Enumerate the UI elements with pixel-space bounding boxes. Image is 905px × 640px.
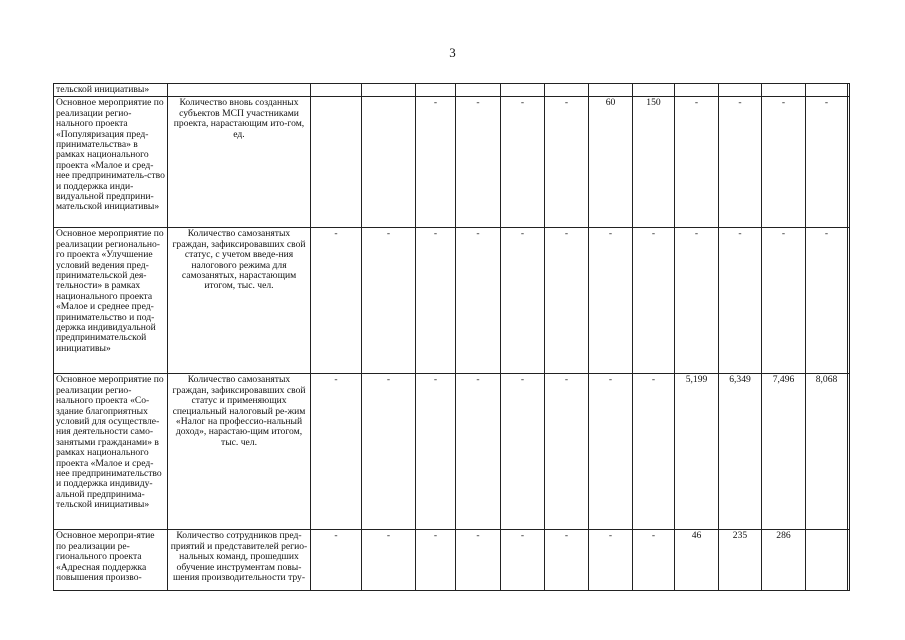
value-cell: - xyxy=(456,97,501,228)
value-cell xyxy=(416,84,456,97)
value-cell: - xyxy=(416,530,456,591)
value-cell: - xyxy=(545,374,589,530)
value-cell xyxy=(589,84,633,97)
table-row xyxy=(54,97,850,228)
value-cell: 150 xyxy=(633,97,675,228)
value-cell xyxy=(362,84,416,97)
value-cell: - xyxy=(456,374,501,530)
value-cell: - xyxy=(501,374,545,530)
value-cell: - xyxy=(311,228,362,374)
value-cell: - xyxy=(589,374,633,530)
value-cell xyxy=(848,84,850,97)
value-cell: - xyxy=(589,530,633,591)
value-cell: - xyxy=(501,530,545,591)
value-cell: - xyxy=(633,374,675,530)
value-cell: 46 xyxy=(675,530,719,591)
value-cell xyxy=(848,374,850,530)
event-cell: Основное мероприятие по реализации регионально-го проекта «Улучшение условий ведения пред-принимательской дея-тельности» в рамках национального проекта «Малое и среднее пред-принимательство и под-держка индивидуальной предпринимательской инициативы» xyxy=(54,228,168,374)
value-cell: - xyxy=(633,530,675,591)
value-cell: - xyxy=(762,228,806,374)
value-cell: - xyxy=(545,228,589,374)
value-cell xyxy=(311,97,362,228)
event-cell: Основное мероприятие по реализации регио-нального проекта «Популяризация пред-принимательства» в рамках национального проекта «Малое и сред-нее предприниматель-ство и поддержка инди-видуальной предприни-мательской инициативы» xyxy=(54,97,168,228)
event-cell: тельской инициативы» xyxy=(54,84,168,97)
value-cell xyxy=(311,84,362,97)
value-cell: - xyxy=(362,374,416,530)
value-cell xyxy=(456,84,501,97)
indicator-cell: Количество самозанятых граждан, зафиксировавших свой статус и применяющих специальный налоговый ре-жим «Налог на профессио-нальный доход», нарастаю-щим итогом, тыс. чел. xyxy=(168,374,311,530)
value-cell: 8,068 xyxy=(806,374,848,530)
value-cell: - xyxy=(545,97,589,228)
value-cell xyxy=(633,84,675,97)
value-cell: - xyxy=(311,530,362,591)
value-cell xyxy=(675,84,719,97)
table-row xyxy=(54,530,850,591)
value-cell xyxy=(848,228,850,374)
value-cell: - xyxy=(589,228,633,374)
value-cell: 6,349 xyxy=(719,374,762,530)
value-cell xyxy=(362,97,416,228)
page-number: 3 xyxy=(449,45,456,60)
value-cell: - xyxy=(416,228,456,374)
value-cell: - xyxy=(806,97,848,228)
table-row xyxy=(54,228,850,374)
value-cell: - xyxy=(501,97,545,228)
value-cell xyxy=(545,84,589,97)
value-cell: - xyxy=(501,228,545,374)
value-cell: - xyxy=(675,97,719,228)
value-cell xyxy=(501,84,545,97)
value-cell: - xyxy=(762,97,806,228)
value-cell: - xyxy=(675,228,719,374)
value-cell xyxy=(806,530,848,591)
value-cell: - xyxy=(416,374,456,530)
indicators-table xyxy=(53,83,850,591)
value-cell: - xyxy=(416,97,456,228)
value-cell xyxy=(848,97,850,228)
event-cell: Основное меропри-ятие по реализации ре-гионального проекта «Адресная поддержка повышения произво- xyxy=(54,530,168,591)
value-cell: - xyxy=(719,228,762,374)
value-cell: - xyxy=(456,228,501,374)
table-row xyxy=(54,374,850,530)
indicator-cell: Количество сотрудников пред-приятий и представителей регио-нальных команд, прошедших обучение инструментам повы-шения производительности тру- xyxy=(168,530,311,591)
indicator-cell: Количество самозанятых граждан, зафиксировавших свой статус, с учетом введе-ния налогового режима для самозанятых, нарастающим итогом, тыс. чел. xyxy=(168,228,311,374)
event-cell: Основное мероприятие по реализации регио-нального проекта «Со-здание благоприятных условий для осуществле-ния деятельности само-занятыми гражданами» в рамках национального проекта «Малое и сред-нее предпринимательство и поддержка индивиду-альной предпринима-тельской инициативы» xyxy=(54,374,168,530)
value-cell: - xyxy=(633,228,675,374)
value-cell xyxy=(762,84,806,97)
value-cell: - xyxy=(311,374,362,530)
table-row xyxy=(54,84,850,97)
value-cell: - xyxy=(362,530,416,591)
value-cell: 7,496 xyxy=(762,374,806,530)
value-cell xyxy=(806,84,848,97)
value-cell: - xyxy=(456,530,501,591)
value-cell xyxy=(848,530,850,591)
value-cell: 5,199 xyxy=(675,374,719,530)
value-cell: 235 xyxy=(719,530,762,591)
value-cell xyxy=(719,84,762,97)
value-cell: - xyxy=(362,228,416,374)
value-cell: - xyxy=(806,228,848,374)
indicator-cell xyxy=(168,84,311,97)
value-cell: - xyxy=(719,97,762,228)
value-cell: 60 xyxy=(589,97,633,228)
indicator-cell: Количество вновь созданных субъектов МСП участниками проекта, нарастающим ито-гом, ед. xyxy=(168,97,311,228)
value-cell: 286 xyxy=(762,530,806,591)
value-cell: - xyxy=(545,530,589,591)
